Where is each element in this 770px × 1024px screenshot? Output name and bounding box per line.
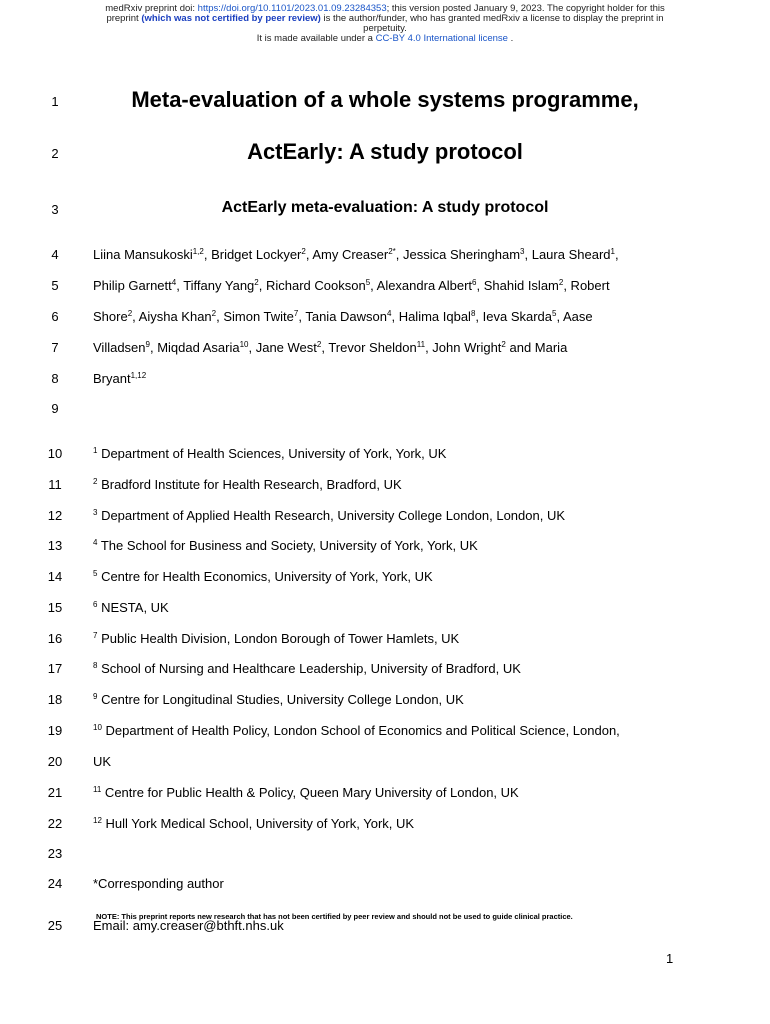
line-number: 12	[47, 508, 63, 523]
line-number: 3	[51, 202, 59, 217]
manuscript-line	[0, 275, 770, 297]
line-number: 24	[47, 876, 63, 891]
manuscript-line	[0, 813, 770, 835]
preprint-header-line2: preprint (which was not certified by peer review) is the author/funder, who has granted medRxiv a license to display the preprint in	[106, 13, 664, 24]
short-title: ActEarly meta-evaluation: A study protocol	[221, 199, 549, 216]
affiliation: $^2$ Bradford Institute for Health Research, Bradford, UK	[93, 477, 402, 492]
line-number: 4	[51, 247, 59, 262]
author-list-line: Liina Mansukoski$^{1,2}$, Bridget Lockyer$^2$, Amy Creaser$^{2*}$, Jessica Sheringham$^3$, Laura Sheard$^1$,	[93, 247, 619, 262]
manuscript-line	[0, 398, 770, 420]
corresponding-email: Email: amy.creaser@bthft.nhs.uk	[93, 918, 284, 933]
manuscript-line	[0, 244, 770, 266]
manuscript-line	[0, 505, 770, 527]
line-number: 20	[47, 754, 63, 769]
manuscript-line	[0, 474, 770, 496]
line-number: 14	[47, 569, 63, 584]
line-number: 9	[51, 401, 59, 416]
line-number: 1	[51, 94, 59, 109]
line-number: 5	[51, 278, 59, 293]
page-number: 1	[666, 951, 674, 966]
author-list-line: Bryant$^{1,12}$	[93, 371, 147, 386]
line-number: 15	[47, 600, 63, 615]
affiliation: $^3$ Department of Applied Health Research, University College London, London, UK	[93, 508, 566, 523]
author-list-line: Philip Garnett$^4$, Tiffany Yang$^2$, Richard Cookson$^5$, Alexandra Albert$^6$, Shahid Islam$^2$, Robert	[93, 278, 610, 293]
manuscript-line	[0, 535, 770, 557]
line-number: 7	[51, 340, 59, 355]
manuscript-line	[0, 443, 770, 465]
preprint-footer-note: NOTE: This preprint reports new research that has not been certified by peer review and should not be used to guide clinical practice.	[96, 912, 573, 921]
affiliation: $^7$ Public Health Division, London Borough of Tower Hamlets, UK	[93, 631, 460, 646]
line-number: 21	[47, 785, 63, 800]
line-number: 23	[47, 846, 63, 861]
license-link[interactable]: CC-BY 4.0 International license	[375, 33, 508, 44]
manuscript-line	[0, 337, 770, 359]
manuscript-line	[0, 628, 770, 650]
affiliation-continuation: UK	[93, 754, 112, 769]
manuscript-line	[0, 658, 770, 680]
line-number: 10	[47, 446, 63, 461]
line-number: 18	[47, 692, 63, 707]
affiliation: $^1$ Department of Health Sciences, University of York, York, UK	[93, 446, 447, 461]
manuscript-line	[0, 720, 770, 742]
manuscript-line	[0, 368, 770, 390]
manuscript-line	[0, 566, 770, 588]
line-number: 25	[47, 918, 63, 933]
line-number: 11	[48, 477, 62, 492]
manuscript-line	[0, 597, 770, 619]
affiliation: $^4$ The School for Business and Society, University of York, York, UK	[93, 538, 478, 553]
author-list-line: Shore$^2$, Aiysha Khan$^2$, Simon Twite$^7$, Tania Dawson$^4$, Halima Iqbal$^8$, Ieva Skarda$^5$, Aase	[93, 309, 593, 324]
title-line-2: ActEarly: A study protocol	[247, 139, 523, 164]
corresponding-author-label: *Corresponding author	[93, 876, 224, 891]
manuscript-line	[0, 751, 770, 773]
line-number: 22	[47, 816, 63, 831]
preprint-header-line3: perpetuity.	[363, 23, 407, 34]
affiliation: $^9$ Centre for Longitudinal Studies, University College London, UK	[93, 692, 464, 707]
manuscript-line	[0, 843, 770, 865]
line-number: 6	[51, 309, 59, 324]
manuscript-line	[0, 873, 770, 895]
affiliation: $^{10}$ Department of Health Policy, London School of Economics and Political Science, London,	[93, 723, 620, 738]
affiliation: $^{11}$ Centre for Public Health & Policy, Queen Mary University of London, UK	[93, 785, 519, 800]
manuscript-line	[0, 782, 770, 804]
line-number: 13	[47, 538, 63, 553]
peer-review-notice: (which was not certified by peer review)	[141, 13, 321, 24]
line-number: 8	[51, 371, 59, 386]
preprint-header-line4: It is made available under a CC-BY 4.0 International license .	[256, 33, 514, 44]
doi-link[interactable]: https://doi.org/10.1101/2023.01.09.23284353	[197, 3, 387, 14]
affiliation: $^6$ NESTA, UK	[93, 600, 169, 615]
line-number: 19	[47, 723, 63, 738]
manuscript-line	[0, 689, 770, 711]
affiliation: $^{12}$ Hull York Medical School, University of York, York, UK	[93, 816, 415, 831]
line-number: 17	[47, 661, 63, 676]
affiliation: $^5$ Centre for Health Economics, University of York, York, UK	[93, 569, 433, 584]
preprint-header-line1: medRxiv preprint doi: https://doi.org/10.1101/2023.01.09.23284353; this version posted January 9, 2023. The copyright holder for this	[105, 3, 665, 14]
affiliation: $^8$ School of Nursing and Healthcare Leadership, University of Bradford, UK	[93, 661, 521, 676]
line-number: 16	[47, 631, 63, 646]
author-list-line: Villadsen$^9$, Miqdad Asaria$^{10}$, Jane West$^2$, Trevor Sheldon$^{11}$, John Wright$^2$ and Maria	[93, 340, 568, 355]
line-number: 2	[51, 146, 59, 161]
title-line-1: Meta-evaluation of a whole systems programme,	[131, 87, 639, 112]
manuscript-line	[0, 306, 770, 328]
